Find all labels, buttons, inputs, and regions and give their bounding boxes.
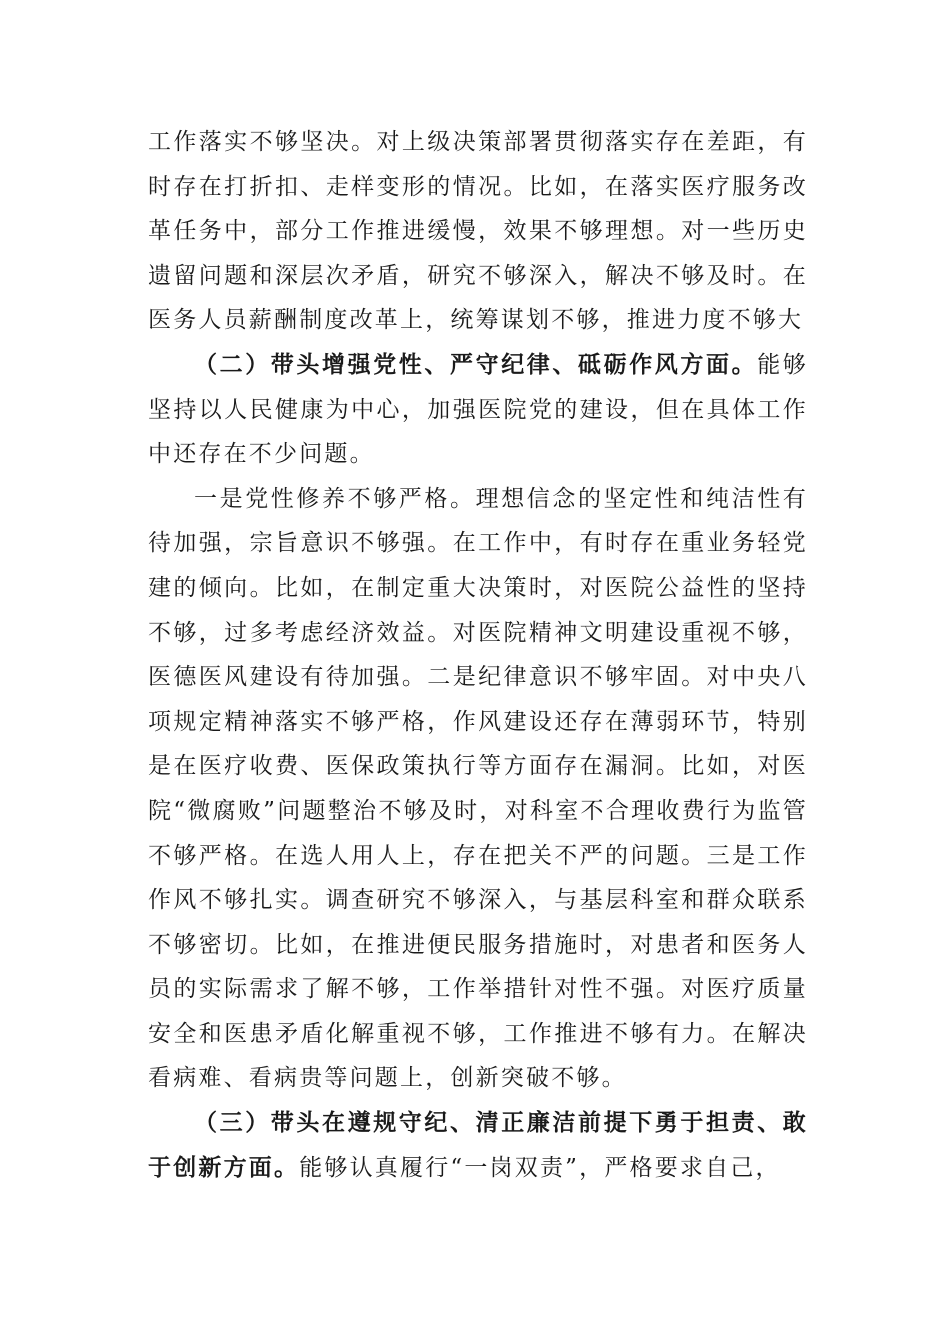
- paragraph-continuation: 工作落实不够坚决。对上级决策部署贯彻落实存在差距，有时存在打折扣、走样变形的情况。比如，在落实医疗服务改革任务中，部分工作推进缓慢，效果不够理想。对一些历史遗留问题和深层次矛盾，研究不够深入，解决不够及时。在医务人员薪酬制度改革上，统筹谋划不够，推进力度不够大: [148, 129, 808, 334]
- section-three-body: 能够认真履行“一岗双责”，严格要求自己，: [299, 1154, 781, 1181]
- paragraph-section-two: [148, 343, 808, 477]
- paragraph-section-three: [148, 1101, 808, 1190]
- section-two-body: 能够坚持以人民健康为中心，加强医院党的建设，但在具体工作中还存在不少问题。: [148, 351, 809, 468]
- section-three-heading: （三）带头在遵规守纪、清正廉洁前提下勇于担责、敢于创新方面。: [148, 1109, 808, 1181]
- document-body: [148, 120, 808, 1190]
- paragraph-issues-list: 一是党性修养不够严格。理想信念的坚定性和纯洁性有待加强，宗旨意识不够强。在工作中，有时存在重业务轻党建的倾向。比如，在制定重大决策时，对医院公益性的坚持不够，过多考虑经济效益。对医院精神文明建设重视不够，医德医风建设有待加强。二是纪律意识不够牢固。对中央八项规定精神落实不够严格，作风建设还存在薄弱环节，特别是在医疗收费、医保政策执行等方面存在漏洞。比如，对医院“微腐败”问题整治不够及时，对科室不合理收费行为监管不够严格。在选人用人上，存在把关不严的问题。三是工作作风不够扎实。调查研究不够深入，与基层科室和群众联系不够密切。比如，在推进便民服务措施时，对患者和医务人员的实际需求了解不够，工作举措针对性不强。对医疗质量安全和医患矛盾化解重视不够，工作推进不够有力。在解决看病难、看病贵等问题上，创新突破不够。: [148, 485, 808, 1092]
- section-two-heading: （二）带头增强党性、严守纪律、砥砺作风方面。: [194, 350, 758, 378]
